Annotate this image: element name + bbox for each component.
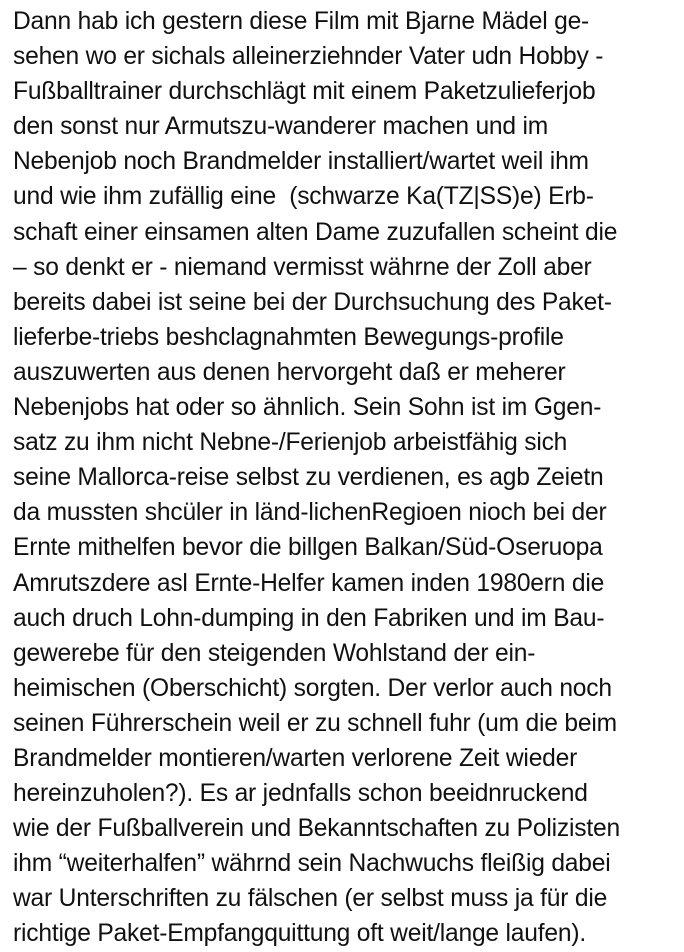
text-line: heimischen (Oberschicht) sorgten. Der verlor auch noch [13,674,612,702]
text-line: ihm “weiterhalfen” währnd sein Nachwuchs fleißig dabei [13,850,611,878]
text-line: schaft einer einsamen alten Dame zuzufallen scheint die [13,218,618,246]
text-line: hereinzuholen?). Es ar jednfalls schon beeidnruckend [13,780,588,808]
text-line: sehen wo er sichals alleinerziehnder Vater udn Hobby - [13,43,604,71]
text-line: Nebenjobs hat oder so ähnlich. Sein Sohn ist im Ggen- [13,394,602,422]
text-line: satz zu ihm nicht Nebne-/Ferienjob arbeistfähig sich [13,429,568,457]
text-line: Nebenjob noch Brandmelder installiert/wartet weil ihm [13,148,589,176]
text-line: Dann hab ich gestern diese Film mit Bjarne Mädel ge- [13,8,590,35]
text-line: auszuwerten aus denen hervorgeht daß er meherer [13,358,566,386]
text-line: auch druch Lohn-dumping in den Fabriken und im Bau- [13,604,605,632]
text-line: lieferbe-triebs beshclagnahmten Bewegungs-profile [13,323,564,351]
text-line: war Unterschriften zu fälschen (er selbst muss ja für die [13,885,608,913]
text-line: und wie ihm zufällig eine (schwarze Ka(TZ|SS)e) Erb- [13,183,594,211]
text-line: – so denkt er - niemand vermisst währne der Zoll aber [13,253,592,281]
text-line: seine Mallorca-reise selbst zu verdienen, es agb Zeietn [13,464,604,492]
text-line: Brandmelder montieren/warten verlorene Zeit wieder [13,744,578,772]
text-line: den sonst nur Armutszu-wanderer machen und im [13,113,549,141]
text-line: bereits dabei ist seine bei der Durchsuchung des Paket- [13,288,612,316]
text-line: gewerebe für den steigenden Wohlstand der ein- [13,639,536,667]
text-line: Ernte mithelfen bevor die billgen Balkan/Süd-Oseruopa [13,534,603,562]
body-text [13,4,681,952]
text-line: Amrutszdere asl Ernte-Helfer kamen inden 1980ern die [13,569,605,597]
text-line: Fußballtrainer durchschlägt mit einem Paketzulieferjob [13,78,596,106]
text-line: richtige Paket-Empfangquittung oft weit/lange laufen). [13,920,586,948]
text-line: wie der Fußballverein und Bekanntschaften zu Polizisten [13,815,620,843]
text-line: seinen Führerschein weil er zu schnell fuhr (um die beim [13,709,617,737]
text-line: da mussten shcüler in länd-lichenRegioen nioch bei der [13,499,607,527]
